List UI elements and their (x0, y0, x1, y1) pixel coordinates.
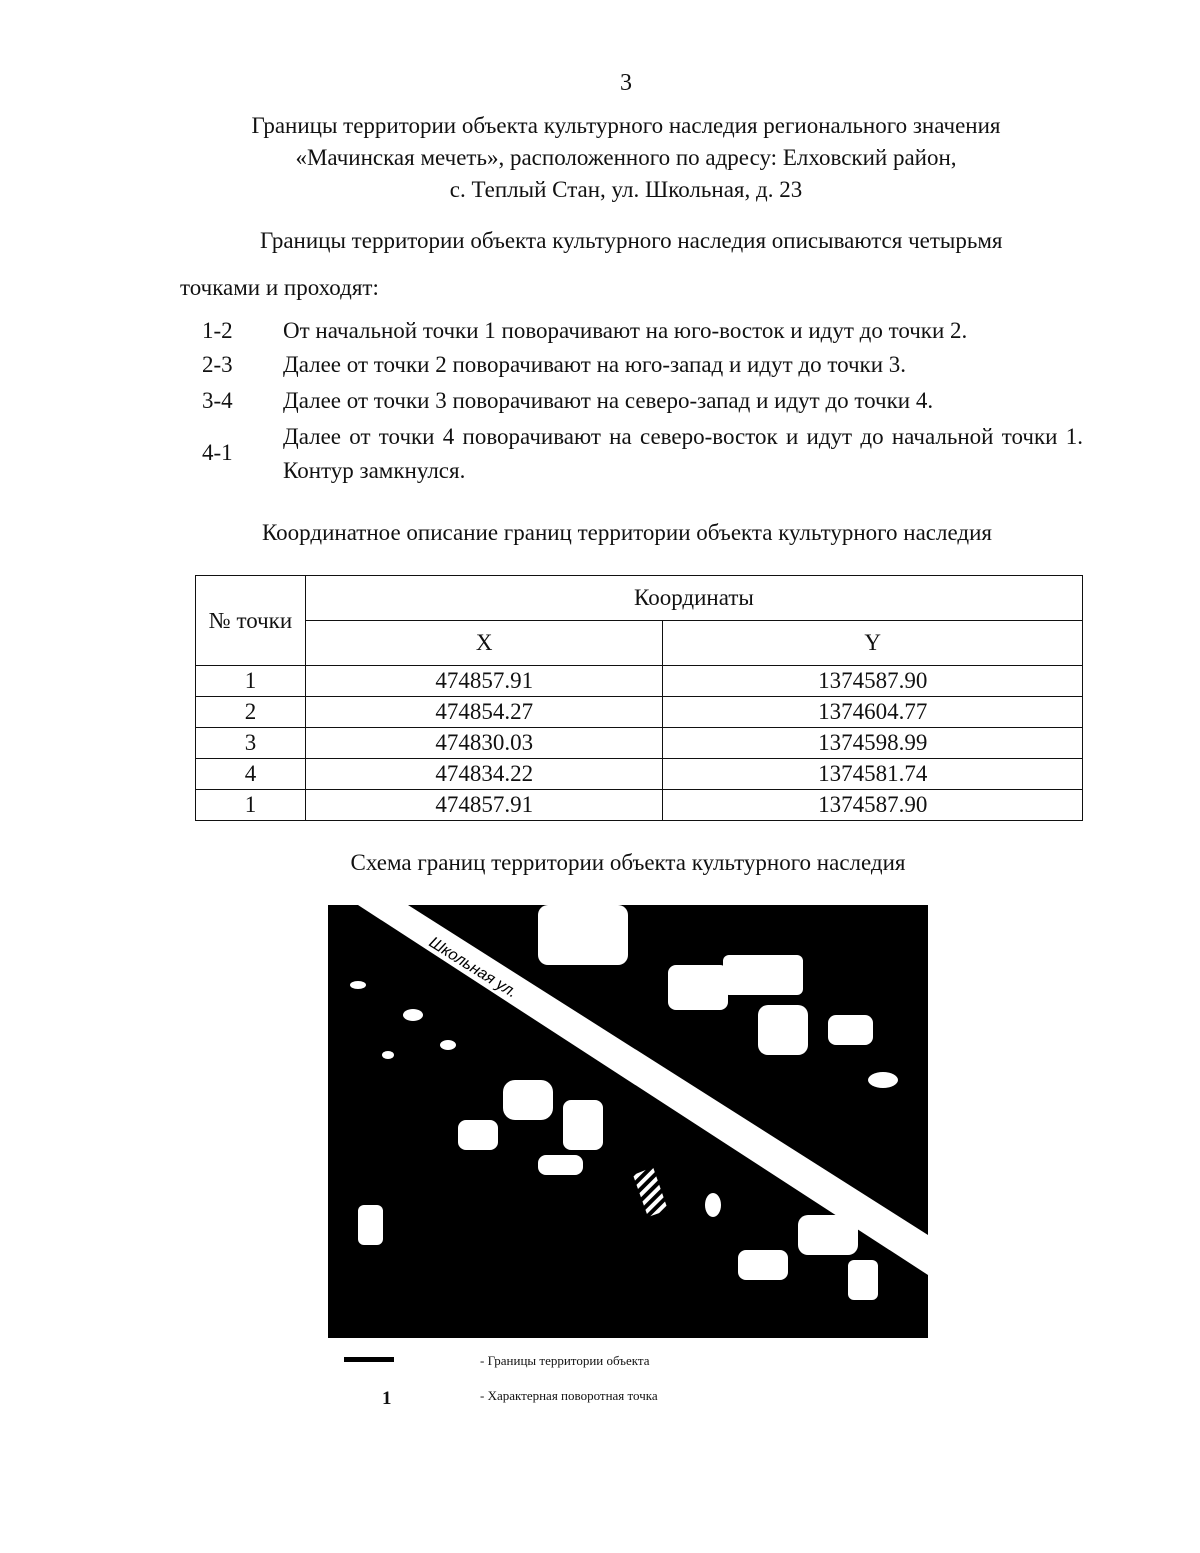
point-cell: 1 (196, 666, 306, 697)
x-cell: 474834.22 (305, 759, 663, 790)
y-cell: 1374604.77 (663, 697, 1083, 728)
intro-line-2: точками и проходят: (180, 275, 379, 300)
step-number: 1-2 (202, 318, 233, 343)
title-line-1: Границы территории объекта культурного наследия регионального значения (251, 113, 1001, 138)
y-cell: 1374598.99 (663, 728, 1083, 759)
y-cell: 1374581.74 (663, 759, 1083, 790)
point-cell: 1 (196, 790, 306, 821)
table-row (196, 697, 1083, 728)
intro-line-1: Границы территории объекта культурного наследия описываются четырьмя (260, 228, 1003, 253)
street-label: Школьная ул. (425, 933, 520, 1002)
aerial-map-image (328, 905, 928, 1338)
step-number: 2-3 (202, 352, 233, 377)
table-caption: Координатное описание границ территории объекта культурного наследия (261, 520, 992, 545)
x-cell: 474854.27 (305, 697, 663, 728)
column-header-y: Y (663, 621, 1083, 666)
point-cell: 2 (196, 697, 306, 728)
column-header-point: № точки (196, 576, 306, 666)
step-number: 4-1 (202, 440, 233, 465)
table-row (196, 728, 1083, 759)
legend-point-text: - Характерная поворотная точка (480, 1388, 658, 1403)
x-cell: 474857.91 (305, 790, 663, 821)
step-text: Далее от точки 4 поворачивают на северо-восток и идут до начальной точки 1. Контур замкнулся. (283, 424, 1083, 483)
table-row (196, 666, 1083, 697)
map-graphic (328, 905, 928, 1338)
point-cell: 3 (196, 728, 306, 759)
column-header-x: X (305, 621, 663, 666)
y-cell: 1374587.90 (663, 666, 1083, 697)
step-number: 3-4 (202, 388, 233, 413)
step-text: Далее от точки 3 поворачивают на северо-запад и идут до точки 4. (283, 388, 934, 413)
legend-line-text: - Границы территории объекта (480, 1353, 650, 1368)
x-cell: 474857.91 (305, 666, 663, 697)
table-row (196, 790, 1083, 821)
step-text: Далее от точки 2 поворачивают на юго-запад и идут до точки 3. (283, 352, 907, 377)
legend-point-symbol: 1 (382, 1388, 392, 1409)
x-cell: 474830.03 (305, 728, 663, 759)
legend-line-symbol (344, 1357, 394, 1362)
document-title (0, 110, 1200, 206)
title-line-3: с. Теплый Стан, ул. Школьная, д. 23 (449, 177, 803, 202)
coordinates-table (195, 575, 1083, 821)
table-row (196, 759, 1083, 790)
column-header-coordinates: Координаты (305, 576, 1082, 621)
y-cell: 1374587.90 (663, 790, 1083, 821)
point-cell: 4 (196, 759, 306, 790)
title-line-2: «Мачинская мечеть», расположенного по адресу: Елховский район, (295, 145, 957, 170)
scheme-caption: Схема границ территории объекта культурного наследия (350, 850, 906, 875)
step-text: От начальной точки 1 поворачивают на юго-восток и идут до точки 2. (283, 318, 968, 343)
page-number: 3 (620, 70, 632, 96)
